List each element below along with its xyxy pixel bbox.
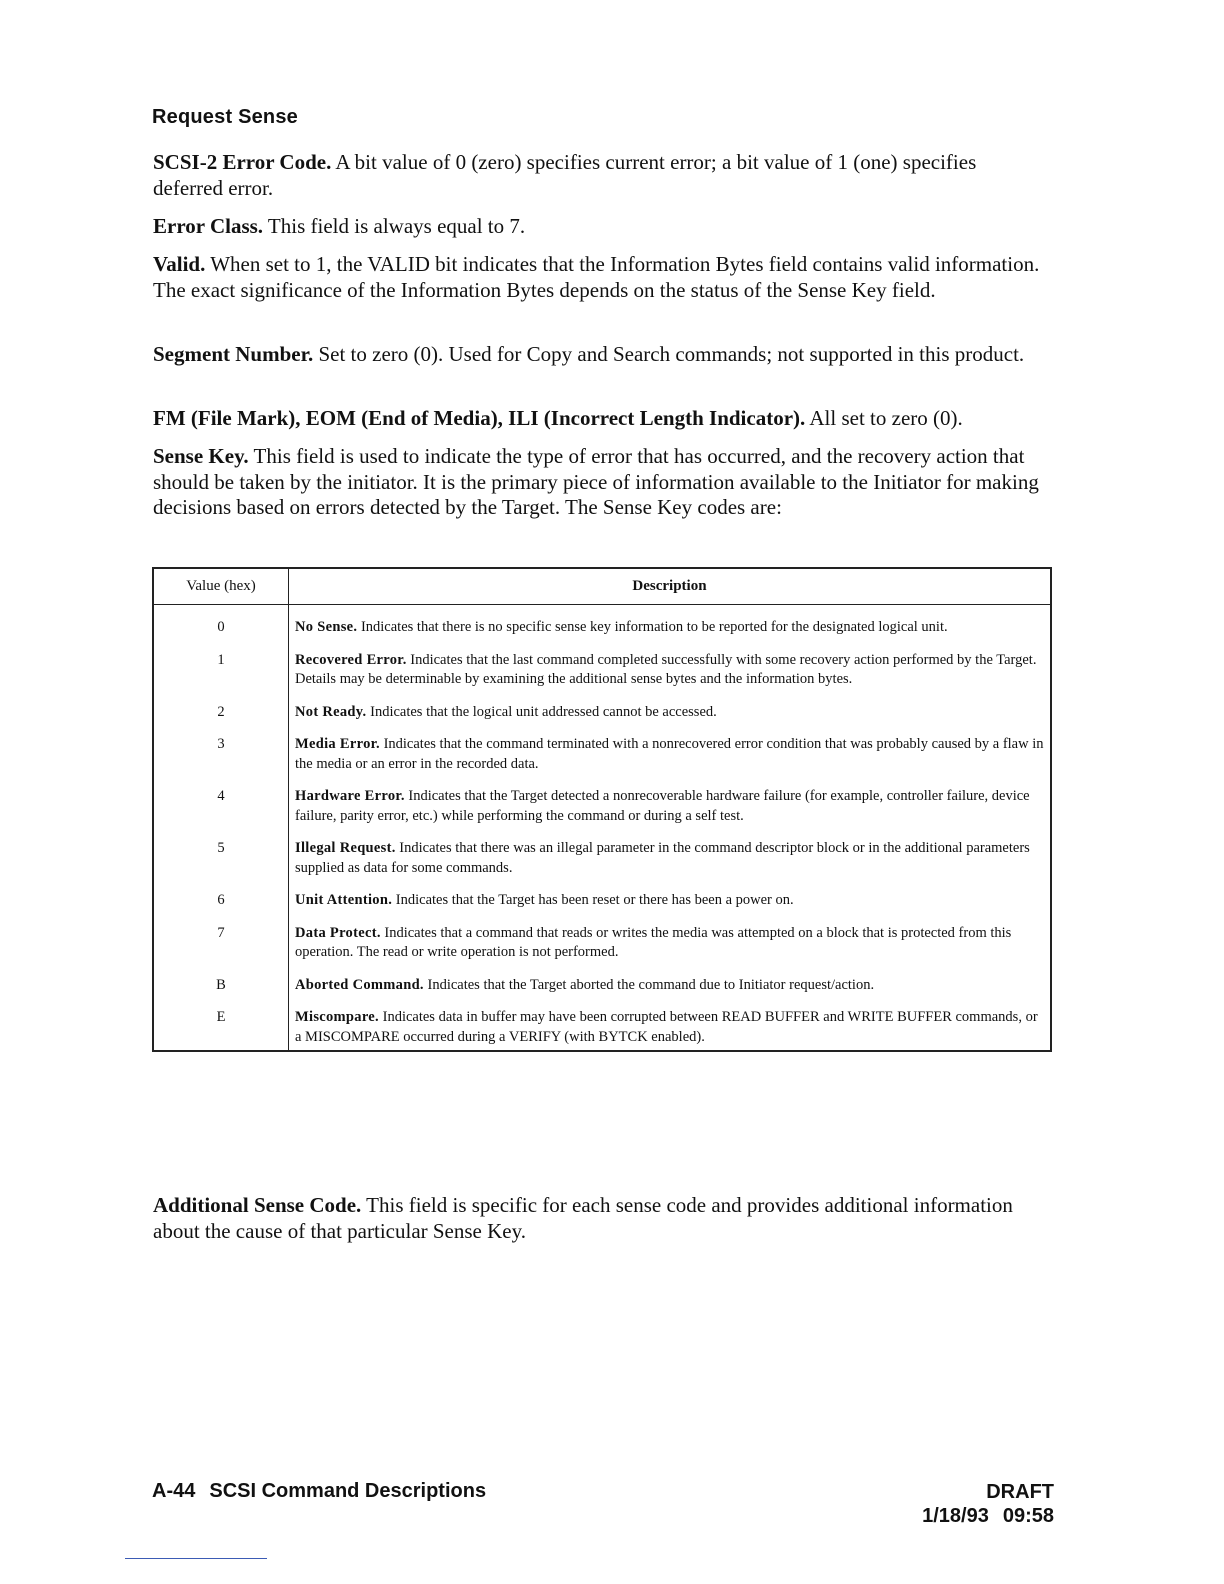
table-row: [153, 963, 1051, 996]
term: SCSI-2 Error Code.: [153, 150, 332, 174]
draft-timestamp: [922, 1504, 1054, 1528]
table-row: [153, 878, 1051, 911]
sense-key-text: Indicates that the command terminated with a nonrecovered error condition that was probably caused by a flaw in the media or an error in the recorded data.: [295, 736, 1044, 772]
sense-key-term: Not Ready.: [295, 703, 367, 720]
description-cell: [289, 690, 1052, 723]
term: Additional Sense Code.: [153, 1193, 362, 1217]
sense-key-text: Indicates that the Target aborted the command due to Initiator request/action.: [423, 976, 875, 993]
sense-key-term: Data Protect.: [295, 924, 381, 941]
table-row: [153, 605, 1051, 638]
value-cell: 5: [153, 826, 289, 878]
paragraph-sense-key: [153, 444, 1048, 521]
draft-date: 1/18/93: [922, 1505, 989, 1527]
value-cell: 4: [153, 774, 289, 826]
paragraph-text: When set to 1, the VALID bit indicates that the Information Bytes field contains valid information. The exact significance of the Information Bytes depends on the status of the Sense Key field.: [153, 252, 1040, 302]
paragraph-text: This field is always equal to 7.: [263, 214, 526, 238]
sense-key-term: Illegal Request.: [295, 840, 396, 856]
value-cell: E: [153, 995, 289, 1051]
value-cell: 1: [153, 638, 289, 690]
table-row: [153, 774, 1051, 826]
value-cell: B: [153, 963, 289, 996]
page-footer-left: [152, 1480, 486, 1503]
paragraph-scsi2-error-code: [153, 150, 1048, 201]
sense-key-term: Hardware Error.: [295, 788, 405, 804]
description-cell: [289, 774, 1052, 826]
sense-key-table: [152, 567, 1052, 1052]
description-cell: [289, 995, 1052, 1051]
section-title: Request Sense: [152, 106, 298, 128]
value-cell: 0: [153, 605, 289, 638]
page-number: A-44: [152, 1480, 196, 1502]
paragraph-valid: [153, 252, 1048, 303]
table-row: [153, 690, 1051, 723]
term: Valid.: [153, 252, 206, 276]
description-cell: [289, 878, 1052, 911]
description-cell: [289, 911, 1052, 963]
sense-key-text: Indicates that there was an illegal parameter in the command descriptor block or in the additional parameters supplied as data for some commands.: [295, 840, 1030, 876]
term: Sense Key.: [153, 444, 249, 468]
sense-key-text: Indicates that the logical unit addressed cannot be accessed.: [366, 703, 717, 720]
paragraph-text: All set to zero (0).: [805, 406, 963, 430]
table-row: [153, 995, 1051, 1051]
paragraph-fm-eom-ili: [153, 406, 1048, 432]
description-cell: [289, 605, 1052, 638]
term: Segment Number.: [153, 342, 314, 366]
column-header-description: Description: [289, 568, 1052, 605]
table-header-row: [153, 568, 1051, 605]
sense-key-term: Recovered Error.: [295, 651, 407, 668]
paragraph-error-class: [153, 214, 1048, 240]
sense-key-term: No Sense.: [295, 619, 358, 635]
paragraph-additional-sense-code: [153, 1193, 1048, 1244]
sense-key-term: Unit Attention.: [295, 892, 393, 908]
paragraph-text: A bit value of 0 (zero) specifies current error; a bit value of 1 (one) specifies deferred error.: [153, 150, 977, 200]
description-cell: [289, 826, 1052, 878]
sense-key-text: Indicates data in buffer may have been corrupted between READ BUFFER and WRITE BUFFER commands, or a MISCOMPARE occurred during a VERIFY (with BYTCK enabled).: [295, 1009, 1038, 1045]
description-cell: [289, 638, 1052, 690]
sense-key-text: Indicates that there is no specific sense key information to be reported for the designated logical unit.: [357, 619, 948, 635]
value-cell: 6: [153, 878, 289, 911]
table-row: [153, 638, 1051, 690]
sense-key-term: Miscompare.: [295, 1009, 379, 1025]
term: Error Class.: [153, 214, 264, 238]
column-header-value: Value (hex): [153, 568, 289, 605]
paragraph-text: This field is used to indicate the type of error that has occurred, and the recovery action that should be taken by the initiator. It is the primary piece of information available to the Initiator for making decisions based on errors detected by the Target. The Sense Key codes are:: [153, 444, 1039, 519]
sense-key-text: Indicates that the Target detected a nonrecoverable hardware failure (for example, controller failure, device failure, parity error, etc.) while performing the command or during a self test.: [295, 788, 1030, 824]
table-row: [153, 826, 1051, 878]
paragraph-text: This field is specific for each sense code and provides additional information about the cause of that particular Sense Key.: [153, 1193, 1013, 1243]
value-cell: 2: [153, 690, 289, 723]
description-cell: [289, 963, 1052, 996]
description-cell: [289, 722, 1052, 774]
table-row: [153, 911, 1051, 963]
value-cell: 7: [153, 911, 289, 963]
sense-key-text: Indicates that a command that reads or writes the media was attempted on a block that is protected from this operation. The read or write operation is not performed.: [295, 924, 1012, 960]
sense-key-text: Indicates that the Target has been reset or there has been a power on.: [392, 892, 794, 908]
draft-time: 09:58: [1002, 1505, 1054, 1527]
sense-key-term: Media Error.: [295, 736, 380, 752]
paragraph-text: Set to zero (0). Used for Copy and Search commands; not supported in this product.: [313, 342, 1025, 366]
sense-key-text: Indicates that the last command completed successfully with some recovery action performed by the Target. Details may be determinable by examining the additional sense bytes and the information bytes.: [295, 651, 1037, 687]
chapter-title: SCSI Command Descriptions: [209, 1480, 487, 1502]
page-footer-right: [922, 1480, 1054, 1528]
footnote-rule: [125, 1558, 267, 1559]
draft-label: DRAFT: [986, 1481, 1054, 1503]
term: FM (File Mark), EOM (End of Media), ILI (Incorrect Length Indicator).: [153, 406, 806, 430]
table-row: [153, 722, 1051, 774]
sense-key-term: Aborted Command.: [295, 976, 424, 993]
paragraph-segment-number: [153, 342, 1048, 368]
value-cell: 3: [153, 722, 289, 774]
